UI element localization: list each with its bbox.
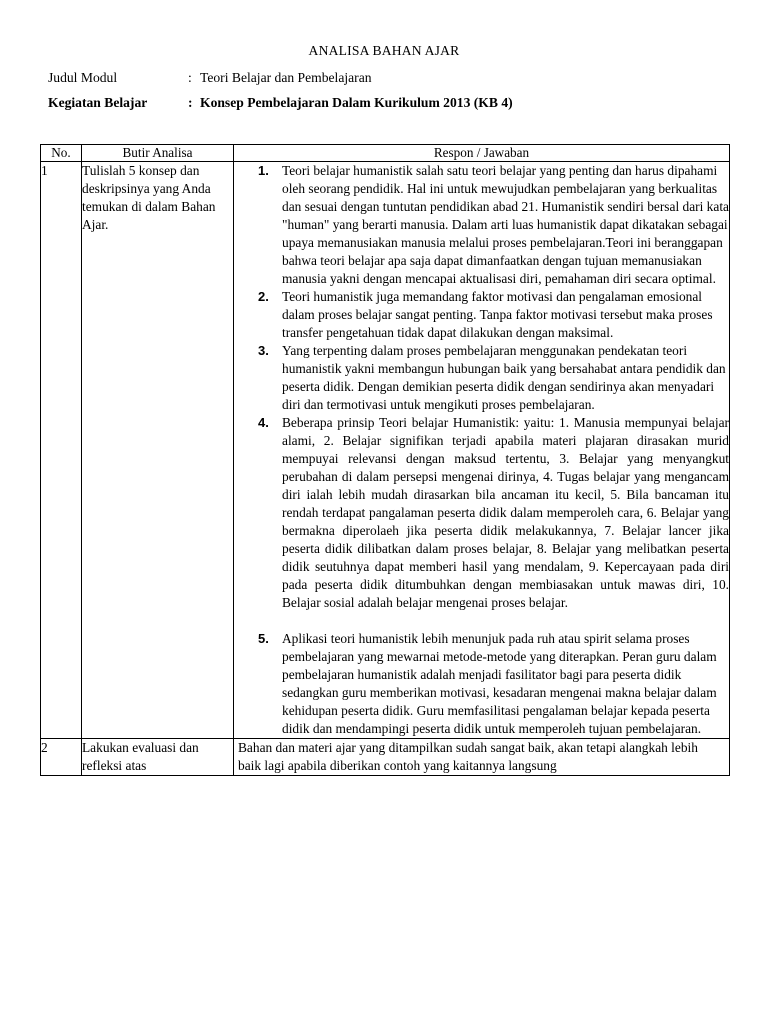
analysis-item: Lakukan evaluasi dan refleksi atas xyxy=(82,739,234,776)
response-text: Teori belajar humanistik salah satu teori belajar yang penting dan harus dipahami oleh seorang pendidik. Hal ini untuk mewujudkan pembelajaran yang berkualitas dan sesuai dengan tuntutan pendidikan abad 21. Humanistik sendiri bersal dari kata "human" yang berarti manusia. Dalam arti luas humanistik dapat dikatakan sebagai upaya memanusiakan manusia melalui proses pembelajaran.Teori ini beranggapan bahwa teori belajar apa saja dapat dimanfaatkan dengan tujuan memanusiakan manusia yakni dengan mencapai aktualisasi diri, pemahaman diri secara optimal. xyxy=(282,163,729,286)
response-cell xyxy=(234,162,730,739)
meta-value-activity: Konsep Pembelajaran Dalam Kurikulum 2013 (KB 4) xyxy=(200,95,513,110)
response-item xyxy=(234,288,729,342)
meta-colon: : xyxy=(188,95,193,110)
response-text: Yang terpenting dalam proses pembelajaran menggunakan pendekatan teori humanistik yakni membangun hubungan baik yang bersahabat antara pendidik dan peserta didik. Dengan demikian peserta didik dengan sendirinya akan menyadari diri dan termotivasi untuk mengikuti proses pembelajaran. xyxy=(282,343,726,412)
response-number: 2. xyxy=(258,289,269,304)
header-item: Butir Analisa xyxy=(82,145,234,162)
table-row xyxy=(41,739,730,776)
response-text: Bahan dan materi ajar yang ditampilkan sudah sangat baik, akan tetapi alangkah lebih baik lagi apabila diberikan contoh yang kaitannya langsung xyxy=(234,739,730,776)
response-list xyxy=(234,162,729,738)
response-number: 4. xyxy=(258,415,269,430)
response-item xyxy=(234,630,729,738)
analysis-table xyxy=(40,144,730,776)
table-header-row xyxy=(41,145,730,162)
response-number: 5. xyxy=(258,631,269,646)
response-number: 1. xyxy=(258,163,269,178)
analysis-item: Tulislah 5 konsep dan deskripsinya yang Anda temukan di dalam Bahan Ajar. xyxy=(82,162,234,739)
header-no: No. xyxy=(41,145,82,162)
response-text: Aplikasi teori humanistik lebih menunjuk pada ruh atau spirit selama proses pembelajaran yang mewarnai metode-metode yang diterapkan. Peran guru dalam pembelajaran humanistik adalah menjadi fasilitator bagi para peserta didik sedangkan guru memberikan motivasi, kesadaran mengenai makna belajar dalam kehidupan peserta didik. Guru memfasilitasi pengalaman belajar kepada peserta didik dan mendampingi peserta didik untuk memperoleh tujuan pembelajaran. xyxy=(282,631,717,736)
meta-label-module: Judul Modul xyxy=(48,70,118,85)
document-title: ANALISA BAHAN AJAR xyxy=(308,43,460,58)
response-item xyxy=(234,414,729,612)
response-text: Teori humanistik juga memandang faktor motivasi dan pengalaman emosional dalam proses belajar sangat penting. Tanpa faktor motivasi tersebut maka proses transfer pengetahuan tidak dapat dilakukan dengan maksimal. xyxy=(282,289,713,340)
row-number: 2 xyxy=(41,739,82,776)
response-item xyxy=(234,342,729,414)
row-number: 1 xyxy=(41,162,82,739)
table-row xyxy=(41,162,730,739)
meta-value-module: Teori Belajar dan Pembelajaran xyxy=(200,70,372,85)
response-number: 3. xyxy=(258,343,269,358)
response-text: Beberapa prinsip Teori belajar Humanistik: yaitu: 1. Manusia mempunyai belajar alami, 2. Belajar signifikan terjadi apabila materi plajaran dirasakan murid mempuyai relevansi dengan maksud tertentu, 3. Belajar yang menyangkut perubahan di dalam persepsi mengenai dirinya, 4. Tugas belajar yang mengancam diri ialah lebih mudah dirasarkan bila ancaman itu kecil, 5. Bila bancaman itu rendah terdapat pangalaman peserta didik dalam memperoleh cara, 6. Belajar yang bermakna diperolaeh jika peserta didik melakukannya, 7. Belajar lancer jika peserta didik dilibatkan dalam proses belajar, 8. Belajar yang melibatkan peserta didik seutuhnya dapat memberi hasil yang mendalam, 9. Kepercayaan pada diri pada peserta didik ditumbuhkan dengan membiasakan untuk mawas diri, 10. Belajar sosial adalah belajar mengenai proses belajar. xyxy=(282,415,729,610)
meta-label-activity: Kegiatan Belajar xyxy=(48,95,148,110)
header-response: Respon / Jawaban xyxy=(234,145,730,162)
response-item xyxy=(234,162,729,288)
meta-colon: : xyxy=(188,70,192,85)
